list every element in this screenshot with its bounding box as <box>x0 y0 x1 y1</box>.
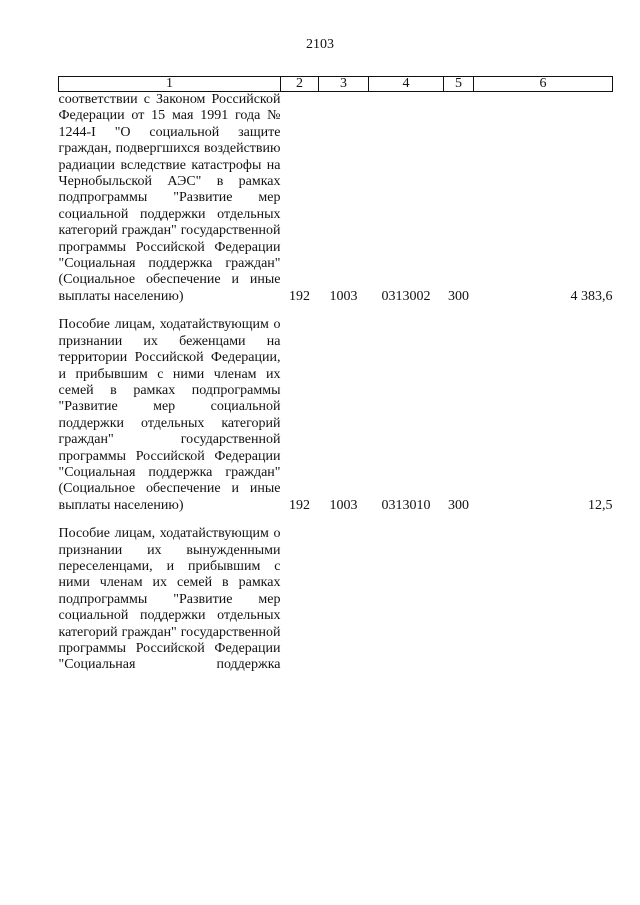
row-amount <box>474 526 613 674</box>
column-header: 4 <box>369 77 444 92</box>
row-description: Пособие лицам, ходатайствующим о признании их вынужденными переселенцами, и прибывшим с ними членам их семей в рамках подпрограммы "Развитие мер социальной поддержки отдельных категорий граждан" государственной программы Российской Федерации "Социальная поддержка <box>58 526 281 673</box>
row-value-col3 <box>319 526 369 674</box>
table-header-row <box>59 77 613 92</box>
table-row <box>59 92 613 306</box>
row-amount: 4 383,6 <box>570 288 613 304</box>
row-spacer <box>59 514 613 526</box>
column-header: 5 <box>444 77 474 92</box>
row-value-col5: 300 <box>448 497 469 513</box>
row-value-col3: 1003 <box>329 288 358 304</box>
row-amount: 12,5 <box>588 497 613 513</box>
column-header: 6 <box>474 77 613 92</box>
column-header: 3 <box>319 77 369 92</box>
row-description: соответствии с Законом Российской Федерации от 15 мая 1991 года № 1244-I "О социальной защите граждан, подвергшихся воздействию радиации вследствие катастрофы на Чернобыльской АЭС" в рамках подпрограммы "Развитие мер социальной поддержки отдельных категорий граждан" государственной программы Российской Федерации "Социальная поддержка граждан" (Социальное обеспечение и иные выплаты населению) <box>58 92 281 304</box>
row-value-col5 <box>444 526 474 674</box>
row-value-col3: 1003 <box>329 497 358 513</box>
column-header: 1 <box>59 77 281 92</box>
row-value-col4 <box>369 526 444 674</box>
row-value-col4: 0313010 <box>381 497 431 513</box>
row-value-col2 <box>281 526 319 674</box>
row-value-col2: 192 <box>289 288 310 304</box>
row-value-col2: 192 <box>289 497 310 513</box>
row-value-col4: 0313002 <box>381 288 431 304</box>
table-row <box>59 317 613 514</box>
budget-table <box>58 76 613 674</box>
page-number: 2103 <box>306 37 334 52</box>
row-description: Пособие лицам, ходатайствующим о признании их беженцами на территории Российской Федерации, и прибывшим с ними членам их семей в рамках подпрограммы "Развитие мер социальной поддержки отдельных категорий граждан" государственной программы Российской Федерации "Социальная поддержка граждан" (Социальное обеспечение и иные выплаты населению) <box>58 317 281 513</box>
row-spacer <box>59 305 613 317</box>
row-value-col5: 300 <box>448 288 469 304</box>
table-row <box>59 526 613 674</box>
column-header: 2 <box>281 77 319 92</box>
